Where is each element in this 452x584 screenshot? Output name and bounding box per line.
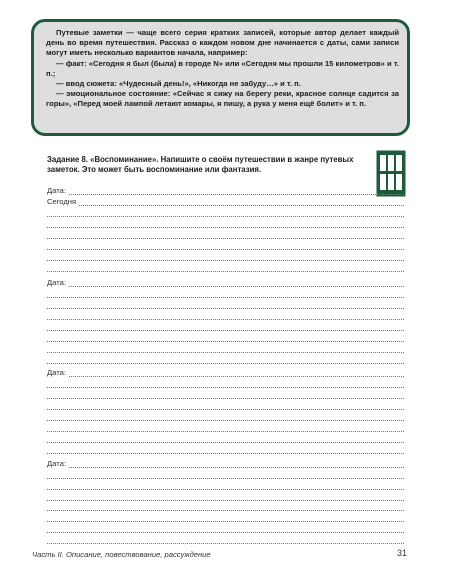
task-text: Задание 8. «Воспоминание». Напишите о своём путешествии в жанре путевых заметок. Это может быть воспоминание или фантазия. [47,155,354,174]
writing-line[interactable] [47,185,404,195]
writing-line[interactable] [47,288,404,298]
writing-line[interactable] [47,218,404,228]
writing-line[interactable] [47,310,404,320]
info-item-plot: — ввод сюжета: «Чудесный день!», «Никогда не забуду…» и т. п. [56,79,301,89]
writing-line[interactable] [47,332,404,342]
info-paragraph-1: Путевые заметки — чаще всего серия кратких записей, которые автор делает каждый день во время путешествия. Рассказ о каждом новом дне начинается с даты, сами записи могут иметь несколько вариантов начала, например: [46,28,399,58]
writing-line[interactable] [47,262,404,272]
writing-line[interactable] [47,458,404,468]
writing-line[interactable] [47,277,404,287]
writing-line[interactable] [47,480,404,490]
date-label: Дата: [47,459,66,468]
info-item-fact: — факт: «Сегодня я был (была) в городе N» или «Сегодня мы прошли 15 километров» и т. п.; [46,58,399,78]
writing-line[interactable] [47,240,404,250]
writing-line[interactable] [47,501,404,511]
date-label: Дата: [47,368,66,377]
writing-line[interactable] [47,534,404,544]
footer-section: Часть II. Описание, повествование, рассуждение [32,550,211,559]
writing-line[interactable] [47,523,404,533]
writing-line[interactable] [47,196,404,206]
writing-line[interactable] [47,321,404,331]
writing-line[interactable] [47,411,404,421]
writing-line[interactable] [47,378,404,388]
info-box [31,19,410,136]
writing-line[interactable] [47,367,404,377]
date-label: Дата: [47,186,66,195]
page-number: 31 [397,548,408,558]
writing-line[interactable] [47,207,404,217]
writing-line[interactable] [47,343,404,353]
writing-line[interactable] [47,229,404,239]
writing-line[interactable] [47,433,404,443]
writing-line[interactable] [47,400,404,410]
writing-line[interactable] [47,491,404,501]
writing-line[interactable] [47,469,404,479]
writing-line[interactable] [47,422,404,432]
writing-line[interactable] [47,354,404,364]
today-label: Сегодня [47,197,77,206]
info-item-emotion: — эмоциональное состояние: «Сейчас я сижу на берегу реки, красное солнце садится за горы», «Перед моей лампой летают комары, я пишу, а рука у меня ещё болит» и т. п. [46,89,399,109]
writing-line[interactable] [47,299,404,309]
writing-line[interactable] [47,251,404,261]
writing-line[interactable] [47,444,404,454]
date-label: Дата: [47,278,66,287]
writing-line[interactable] [47,512,404,522]
writing-line[interactable] [47,389,404,399]
